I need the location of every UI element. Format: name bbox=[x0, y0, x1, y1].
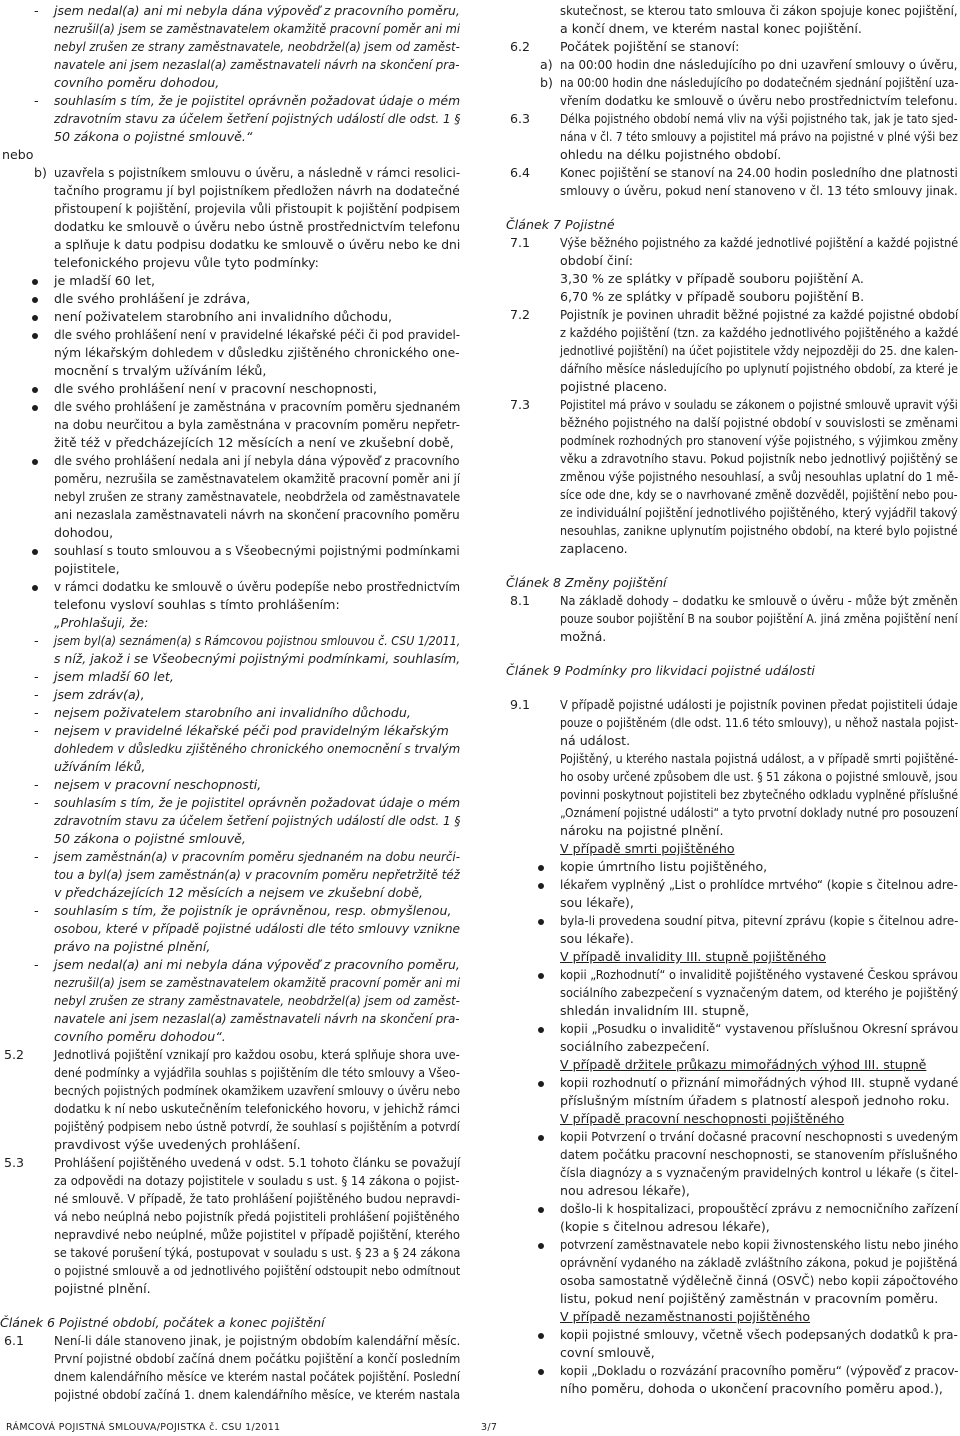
text-line: datem počátku pracovní neschopnosti, se stanovením příslušného bbox=[560, 1147, 958, 1162]
numbered-clause bbox=[506, 396, 958, 558]
text-line: zdravotním stavu za účelem šetření pojistných událostí dle odst. 1 § bbox=[54, 813, 461, 828]
footer-document-title: RÁMCOVÁ POJISTNÁ SMLOUVA/POJISTKA č. CSU 1/2011 bbox=[6, 1422, 281, 1433]
text-line: Pojištěný, u kterého nastala pojistná událost, a v případě smrti pojištěné- bbox=[560, 751, 959, 766]
numbered-clause bbox=[0, 1046, 460, 1154]
text-line: První pojistné období začíná dnem počátku pojištění a končí posledním bbox=[54, 1351, 461, 1366]
text-line: telefonického projevu vůle tyto podmínky: bbox=[54, 255, 319, 270]
text-line: čísla diagnózy a s vyznačeným pravidelných kontrol u lékaře (s čitel- bbox=[560, 1165, 959, 1180]
text-line: změnou výše pojistného nesouhlasí, a svůj nesouhlas uplatní do 1 mě- bbox=[560, 469, 959, 484]
lettered-item bbox=[506, 56, 958, 74]
text-line: uzavřela s pojistníkem smlouvu o úvěru, a následně v rámci resolici- bbox=[54, 165, 461, 180]
text-line: V případě invalidity III. stupně pojištěného bbox=[560, 949, 826, 964]
spacer bbox=[0, 1298, 460, 1314]
text-line: Konec pojištění se stanoví na 24.00 hodin posledního dne platnosti bbox=[560, 165, 958, 180]
text-line: Pojistitel má právo v souladu se zákonem o pojistné smlouvě upravit výši bbox=[560, 397, 958, 412]
dash-marker: - bbox=[34, 777, 39, 792]
text-line: ního poměru, dohoda o ukončení pracovního poměru apod.), bbox=[560, 1381, 943, 1396]
text-line: sou lékaře). bbox=[560, 931, 634, 946]
text-line: Článek 7 Pojistné bbox=[506, 217, 615, 232]
text-line: mocnění s trvalým užíváním léků, bbox=[54, 363, 267, 378]
bullet-icon bbox=[538, 1081, 544, 1087]
bullet-list-item bbox=[0, 398, 460, 452]
text-line: kopii Potvrzení o trvání dočasné pracovní neschopnosti s uvedeným bbox=[560, 1129, 959, 1144]
letter-marker: a) bbox=[540, 57, 553, 72]
nebo-text: nebo bbox=[2, 147, 34, 162]
numbered-clause bbox=[0, 1332, 460, 1404]
text-line: sociálního zabezpečení s vyznačeným datem, od kterého je pojištěný bbox=[560, 985, 959, 1000]
text-line: možná. bbox=[560, 629, 607, 644]
bullet-icon bbox=[538, 883, 544, 889]
text-line: užíváním léků, bbox=[54, 759, 146, 774]
text-line: Na základě dohody – dodatku ke smlouvě o úvěru - může být změněn bbox=[560, 593, 958, 608]
text-line: nároku na pojistné plnění. bbox=[560, 823, 724, 838]
text-line: jsem zaměstnán(a) v pracovním poměru sjednaném na dobu neurči- bbox=[54, 849, 460, 864]
dash-list-item bbox=[0, 848, 460, 902]
text-line: síce ode dne, kdy se o navrhované změně dozvěděl, pojištění nebo pou- bbox=[560, 487, 958, 502]
text-line: povinni poskytnout pojistiteli bez zbytečného odkladu vyplněné příslušné bbox=[560, 787, 959, 802]
text-line: Článek 9 Podmínky pro likvidaci pojistné události bbox=[506, 663, 815, 678]
text-line: právo na pojistné plnění, bbox=[54, 939, 211, 954]
text-line: ným lékařským dohledem v důsledku zjištěného chronického one- bbox=[54, 345, 460, 360]
text-line: dodatku k ní nebo uskutečněním telefonického hovoru, v jehichž rámci bbox=[54, 1101, 461, 1116]
dash-marker: - bbox=[34, 795, 39, 810]
text-line: 50 zákona o pojistné smlouvě.“ bbox=[54, 129, 253, 144]
text-line: smlouvy o úvěru, pokud není stanoveno v čl. 13 této smlouvy jinak. bbox=[560, 183, 958, 198]
text-line: nejsem poživatelem starobního ani invalidního důchodu, bbox=[54, 705, 411, 720]
text-line: dle svého prohlášení není v pracovní neschopnosti, bbox=[54, 381, 377, 396]
text-line: jednotlivé pojištění) na účet pojistitele vždy nejpozději do 25. dne kalen- bbox=[560, 343, 959, 358]
bullet-list-item bbox=[506, 1236, 958, 1308]
text-line: V případě smrti pojištěného bbox=[560, 841, 735, 856]
dash-list-item bbox=[0, 704, 460, 722]
text-line: dené podmínky a vyjádřila souhlas s pojištěním dle této smlouvy a Všeo- bbox=[54, 1065, 460, 1080]
bullet-icon bbox=[32, 315, 38, 321]
dash-list-item bbox=[0, 632, 460, 668]
text-line: sociálního zabezpečení. bbox=[560, 1039, 710, 1054]
text-line: ho osoby určené způsobem dle ust. § 51 zákona o pojistné smlouvě, jsou bbox=[560, 769, 958, 784]
clause-number: 7.3 bbox=[510, 397, 531, 412]
text-line: dářního měsíce následujícího po uplynutí pojistného období, za které je bbox=[560, 361, 958, 376]
paragraph bbox=[506, 2, 958, 38]
bullet-list-item bbox=[506, 1362, 958, 1398]
left-column bbox=[0, 2, 460, 1404]
text-line: listu, pokud není pojištěný zaměstnán v pracovním poměru. bbox=[560, 1291, 939, 1306]
text-line: došlo-li k hospitalizaci, propouštěcí zprávu z nemocničního zařízení bbox=[560, 1201, 959, 1216]
text-line: covního poměru dohodou“. bbox=[54, 1029, 226, 1044]
text-line: jsem mladší 60 let, bbox=[54, 669, 174, 684]
bullet-list-item bbox=[506, 858, 958, 876]
text-line: není poživatelem starobního ani invalidního důchodu, bbox=[54, 309, 392, 324]
bullet-list-item bbox=[0, 380, 460, 398]
text-line: na dobu neurčitou a byla zaměstnána v pracovním poměru nepřetr- bbox=[54, 417, 460, 432]
text-line: z každého pojištění (tzn. za každého jednotlivého pojištěného a každé bbox=[560, 325, 959, 340]
text-line: 3,30 % ze splátky v případě souboru pojištění A. bbox=[560, 271, 864, 286]
text-line: a splňuje k datu podpisu dodatku ke smlouvě o úvěru nebo ke dni bbox=[54, 237, 461, 252]
text-line: v rámci dodatku ke smlouvě o úvěru podepíše nebo prostřednictvím bbox=[54, 579, 461, 594]
bullet-list-item bbox=[0, 578, 460, 614]
text-line: skutečnost, se kterou tato smlouva či zákon spojuje konec pojištění, bbox=[560, 3, 958, 18]
dash-marker: - bbox=[34, 705, 39, 720]
text-line: pojistné placeno. bbox=[560, 379, 668, 394]
clause-number: 5.3 bbox=[4, 1155, 25, 1170]
dash-list-item bbox=[0, 956, 460, 1046]
text-line: běžného pojistného na další pojistné období v souvislosti se změnami bbox=[560, 415, 959, 430]
bullet-icon bbox=[538, 1207, 544, 1213]
text-line: na 00:00 hodin dne následujícího po dni uzavření smlouvy o úvěru, bbox=[560, 57, 958, 72]
text-line: né smlouvě. V případě, že tato prohlášení pojištěného budou nepravdi- bbox=[54, 1191, 461, 1206]
text-line: za odpovědi na dotazy pojistitele v souladu s ust. § 14 zákona o pojist- bbox=[54, 1173, 460, 1188]
text-line: dle svého prohlášení není v pravidelné lékařské péči či pod pravidel- bbox=[54, 327, 461, 342]
bullet-list-item bbox=[0, 326, 460, 380]
lettered-item bbox=[0, 164, 460, 272]
bullet-icon bbox=[538, 1243, 544, 1249]
dash-marker: - bbox=[34, 957, 39, 972]
text-line: ohledu na délku pojistného období. bbox=[560, 147, 782, 162]
text-line: pouze soubor pojištění B na soubor pojištění A. jiná změna pojištění není bbox=[560, 611, 958, 626]
text-line: dle svého prohlášení je zaměstnána v pracovním poměru sjednaném bbox=[54, 399, 461, 414]
subheading bbox=[506, 1308, 958, 1326]
bullet-list-item bbox=[0, 290, 460, 308]
article-heading bbox=[0, 1314, 460, 1332]
text-line: pojištěný podpisem nebo ústně potvrdí, že souhlasí s pojištěním a potvrdí bbox=[54, 1119, 460, 1134]
text-line: V případě nezaměstnanosti pojištěného bbox=[560, 1309, 811, 1324]
text-line: Prohlášení pojištěného uvedená v odst. 5.1 tohoto článku se považují bbox=[54, 1155, 461, 1170]
clause-number: 7.1 bbox=[510, 235, 531, 250]
dash-marker: - bbox=[34, 903, 39, 918]
text-line: pravdivost výše uvedených prohlášení. bbox=[54, 1137, 301, 1152]
text-line: nebyl zrušen ze strany zaměstnavatele, neobdržela od zaměstnavatele bbox=[54, 489, 461, 504]
text-line: kopii „Posudku o invaliditě“ vystavenou příslušnou Okresní správou bbox=[560, 1021, 959, 1036]
text-line: zdravotním stavu za účelem šetření pojistných událostí dle odst. 1 § bbox=[54, 111, 461, 126]
letter-marker: b) bbox=[540, 75, 553, 90]
text-line: poměru, nezrušila se zaměstnavatelem okamžitě pracovní poměr ani jí bbox=[54, 471, 461, 486]
bullet-icon bbox=[538, 1333, 544, 1339]
text-line: dohodou, bbox=[54, 525, 114, 540]
subheading bbox=[506, 948, 958, 966]
text-line: jsem nedal(a) ani mi nebyla dána výpověď z pracovního poměru, bbox=[54, 3, 460, 18]
text-line: se takové porušení týká, postupovat v souladu s ust. § 23 a § 24 zákona bbox=[54, 1245, 461, 1260]
dash-list-item bbox=[0, 2, 460, 92]
text-line: 6,70 % ze splátky v případě souboru pojištění B. bbox=[560, 289, 865, 304]
text-line: věku a zdravotního stavu. Pokud pojistník nebo jednotlivý pojištěný se bbox=[560, 451, 958, 466]
text-line: zaplaceno. bbox=[560, 541, 628, 556]
clause-number: 6.3 bbox=[510, 111, 531, 126]
numbered-clause bbox=[506, 306, 958, 396]
text-line: nesouhlas, zanikne uplynutím pojistného období, na které bylo pojistné bbox=[560, 523, 958, 538]
text-line: nebyl zrušen ze strany zaměstnavatele, neobdržel(a) jsem od zaměst- bbox=[54, 39, 460, 54]
spacer bbox=[506, 680, 958, 696]
dash-list-item bbox=[0, 776, 460, 794]
text-line: nejsem v pracovní neschopnosti, bbox=[54, 777, 262, 792]
letter-marker: b) bbox=[34, 165, 47, 180]
text-line: 50 zákona o pojistné smlouvě, bbox=[54, 831, 246, 846]
text-line: Článek 6 Pojistné období, počátek a konec pojištění bbox=[0, 1315, 325, 1330]
text-line: Délka pojistného období nemá vliv na výši pojistného tak, jak je tato sjed- bbox=[560, 111, 958, 126]
footer-page-number: 3/7 bbox=[481, 1422, 498, 1433]
text-line: kopie úmrtního listu pojištěného, bbox=[560, 859, 768, 874]
text-line: navatele ani jsem nezaslal(a) zaměstnavateli návrh na skončení pra- bbox=[54, 1011, 460, 1026]
text-line: Počátek pojištění se stanoví: bbox=[560, 39, 740, 54]
bullet-icon bbox=[538, 919, 544, 925]
clause-number: 8.1 bbox=[510, 593, 531, 608]
article-heading bbox=[506, 216, 958, 234]
text-line: o pojistné smlouvě a od jednotlivého pojištění odstoupit nebo odmítnout bbox=[54, 1263, 461, 1278]
dash-list-item bbox=[0, 722, 460, 776]
text-line: kopii rozhodnutí o přiznání mimořádných výhod III. stupně vydané bbox=[560, 1075, 959, 1090]
spacer bbox=[506, 200, 958, 216]
text-line: dle svého prohlášení nedala ani jí nebyla dána výpověď z pracovního bbox=[54, 453, 460, 468]
text-line: (kopie s čitelnou adresou lékaře), bbox=[560, 1219, 770, 1234]
text-line: pojistitele, bbox=[54, 561, 120, 576]
numbered-clause bbox=[506, 164, 958, 200]
bullet-icon bbox=[538, 1027, 544, 1033]
text-line: podmínek rozhodných pro stanovení výše pojistného, s výjimkou změny bbox=[560, 433, 959, 448]
subheading bbox=[506, 1056, 958, 1074]
bullet-icon bbox=[32, 459, 38, 465]
text-line: v předcházejících 12 měsících a nejsem ve zkušební době, bbox=[54, 885, 423, 900]
text-line: tačního programu jí byl pojistníkem předložen návrh na dodatečné bbox=[54, 183, 460, 198]
text-line: a končí dnem, ve kterém nastal konec pojištění. bbox=[560, 21, 862, 36]
text-line: Pojistník je povinen uhradit běžné pojistné za každé pojistné období bbox=[560, 307, 959, 322]
bullet-list-item bbox=[506, 1128, 958, 1200]
clause-number: 6.2 bbox=[510, 39, 531, 54]
dash-marker: - bbox=[34, 669, 39, 684]
bullet-icon bbox=[32, 279, 38, 285]
text-line: shledán invalidním III. stupně, bbox=[560, 1003, 750, 1018]
text-line: dodatku ke smlouvě o úvěru nebo ústně prostřednictvím telefonu bbox=[54, 219, 461, 234]
text-line: přistoupení k pojištění, projevila vůli přistoupit k pojištění podpisem bbox=[54, 201, 461, 216]
article-heading bbox=[506, 574, 958, 592]
text-line: lékařem vyplněný „List o prohlídce mrtvého“ (kopie s čitelnou adre- bbox=[560, 877, 958, 892]
bullet-list-item bbox=[0, 272, 460, 290]
text-line: příslušným místním úřadem s platností alespoň jednoho roku. bbox=[560, 1093, 950, 1108]
bullet-icon bbox=[32, 585, 38, 591]
bullet-list-item bbox=[506, 1020, 958, 1056]
clause-number: 6.1 bbox=[4, 1333, 25, 1348]
text-line: vá nebo neúplná nebo pojistník předá pojistiteli prohlášení pojištěného bbox=[54, 1209, 460, 1224]
bullet-icon bbox=[538, 1135, 544, 1141]
dash-list-item bbox=[0, 902, 460, 956]
text-line: kopii „Rozhodnutí“ o invaliditě pojištěného vystavené Českou správou bbox=[560, 967, 958, 982]
dash-marker: - bbox=[34, 93, 39, 108]
subheading bbox=[506, 840, 958, 858]
clause-number: 7.2 bbox=[510, 307, 531, 322]
text-line: osobou, které v případě pojistné události dle této smlouvy vznikne bbox=[54, 921, 461, 936]
text-line: souhlasím s tím, že je pojistitel oprávněn požadovat údaje o mém bbox=[54, 795, 461, 810]
text-line: pojistné plnění. bbox=[54, 1281, 151, 1296]
dash-marker: - bbox=[34, 687, 39, 702]
numbered-clause bbox=[506, 592, 958, 646]
text-line: dnem kalendářního měsíce ve kterém nastal počátek pojištění. Poslední bbox=[54, 1369, 461, 1384]
text-line: nezrušil(a) jsem se zaměstnavatelem okamžitě pracovní poměr ani mi bbox=[54, 975, 461, 990]
bullet-icon bbox=[32, 333, 38, 339]
numbered-clause bbox=[0, 1154, 460, 1298]
text-line: žitě též v předcházejících 12 měsících a není ve zkušební době, bbox=[54, 435, 454, 450]
text-line: jsem zdráv(a), bbox=[54, 687, 145, 702]
text-line: covní smlouvě, bbox=[560, 1345, 655, 1360]
text-line: kopii „Dokladu o rozvázání pracovního poměru“ (výpověď z pracov- bbox=[560, 1363, 959, 1378]
text-line: „Prohlašuji, že: bbox=[54, 615, 149, 630]
text-line: becných pojistných podmínek okamžikem uzavření smlouvy o úvěru nebo bbox=[54, 1083, 461, 1098]
bullet-list-item bbox=[506, 912, 958, 948]
text-line: oprávnění vydaného na základě zvláštního zákona, pokud je pojištěná bbox=[560, 1255, 958, 1270]
text-line: s níž, jakož i se Všeobecnými pojistnými podmínkami, souhlasím, bbox=[54, 651, 461, 666]
text-line: jsem nedal(a) ani mi nebyla dána výpověď z pracovního poměru, bbox=[54, 957, 460, 972]
text-line: pojistné období začíná 1. dnem kalendářního měsíce, ve kterém nastala bbox=[54, 1387, 461, 1402]
paragraph bbox=[0, 614, 460, 632]
dash-list-item bbox=[0, 686, 460, 704]
dash-list-item bbox=[0, 668, 460, 686]
text-line: na 00:00 hodin dne následujícího po dodatečném sjednání pojištění uza- bbox=[560, 75, 959, 90]
bullet-list-item bbox=[506, 1074, 958, 1110]
bullet-icon bbox=[32, 297, 38, 303]
text-line: vřením dodatku ke smlouvě o úvěru nebo prostřednictvím telefonu. bbox=[560, 93, 958, 108]
text-line: covního poměru dohodou, bbox=[54, 75, 220, 90]
text-line: souhlasí s touto smlouvou a s Všeobecnými pojistnými podmínkami bbox=[54, 543, 460, 558]
text-line: souhlasím s tím, že pojistník je oprávněnou, resp. obmyšlenou, bbox=[54, 903, 452, 918]
clause-number: 9.1 bbox=[510, 697, 531, 712]
bullet-list-item bbox=[0, 542, 460, 578]
text-line: nána v čl. 7 této smlouvy a pojistitel má právo na pojistné v plné výši bez bbox=[560, 129, 958, 144]
text-line: ze individuální pojištění jednotlivého pojištěného, který vyjádřil takový bbox=[560, 505, 958, 520]
text-line: je mladší 60 let, bbox=[54, 273, 156, 288]
bullet-list-item bbox=[506, 1200, 958, 1236]
text-line: souhlasím s tím, že je pojistitel oprávněn požadovat údaje o mém bbox=[54, 93, 461, 108]
lettered-item bbox=[506, 74, 958, 110]
text-line: nebyl zrušen ze strany zaměstnavatele, neobdržel(a) jsem od zaměst- bbox=[54, 993, 460, 1008]
text-line: nou adresou lékaře), bbox=[560, 1183, 690, 1198]
text-line: ani nezaslala zaměstnavateli návrh na skončení pracovního poměru bbox=[54, 507, 460, 522]
bullet-list-item bbox=[0, 452, 460, 542]
text-line: Jednotlivá pojištění vznikají pro každou osobu, která splňuje shora uve- bbox=[54, 1047, 460, 1062]
dash-list-item bbox=[0, 92, 460, 146]
text-line: období činí: bbox=[560, 253, 634, 268]
text-line: nepravdivé nebo neúplné, může pojistitel v případě pojištění, kterého bbox=[54, 1227, 460, 1242]
text-line: Není-li dále stanoveno jinak, je pojistným obdobím kalendářní měsíc. bbox=[54, 1333, 461, 1348]
subheading bbox=[506, 1110, 958, 1128]
text-line: byla-li provedena soudní pitva, pitevní zprávu (kopie s čitelnou adre- bbox=[560, 913, 959, 928]
bullet-list-item bbox=[506, 1326, 958, 1362]
right-column bbox=[506, 2, 958, 1398]
text-line: V případě držitele průkazu mimořádných výhod III. stupně bbox=[560, 1057, 927, 1072]
text-line: V případě pracovní neschopnosti pojištěného bbox=[560, 1111, 845, 1126]
spacer bbox=[506, 558, 958, 574]
text-line: „Oznámení pojistné události“ a tyto prvotní doklady nutné pro posouzení bbox=[560, 805, 959, 820]
text-line: dohledem v důsledku zjištěného chronického onemocnění s trvalým bbox=[54, 741, 461, 756]
numbered-clause bbox=[506, 696, 958, 840]
bullet-icon bbox=[32, 387, 38, 393]
bullet-list-item bbox=[506, 966, 958, 1020]
text-line: sou lékaře), bbox=[560, 895, 634, 910]
text-line: osoba samostatně výdělečně činná (OSVČ) nebo kopii zápočtového bbox=[560, 1273, 959, 1288]
text-line: Výše běžného pojistného za každé jednotlivé pojištění a každé pojistné bbox=[560, 235, 959, 250]
text-line: Článek 8 Změny pojištění bbox=[506, 575, 667, 590]
text-line: tou a byl(a) jsem zaměstnán(a) v pracovním poměru nepřetržitě též bbox=[54, 867, 460, 882]
text-line: pouze o pojištěném (dle odst. 11.6 této smlouvy), u něhož nastala pojist- bbox=[560, 715, 959, 730]
text-line: navatele ani jsem nezaslal(a) zaměstnavateli návrh na skončení pra- bbox=[54, 57, 460, 72]
article-heading bbox=[506, 662, 958, 680]
text-line: nezrušil(a) jsem se zaměstnavatelem okamžitě pracovní poměr ani mi bbox=[54, 21, 461, 36]
text-line: ná událost. bbox=[560, 733, 631, 748]
text-line: kopii pojistné smlouvy, včetně všech podepsaných dodatků k pra- bbox=[560, 1327, 958, 1342]
nebo-label bbox=[0, 146, 460, 164]
clause-number: 5.2 bbox=[4, 1047, 25, 1062]
bullet-icon bbox=[538, 1369, 544, 1375]
text-line: nejsem v pravidelné lékařské péči pod pravidelným lékařským bbox=[54, 723, 449, 738]
bullet-icon bbox=[32, 405, 38, 411]
numbered-clause bbox=[506, 38, 958, 56]
numbered-clause bbox=[506, 110, 958, 164]
bullet-icon bbox=[32, 549, 38, 555]
dash-marker: - bbox=[34, 849, 39, 864]
bullet-icon bbox=[538, 973, 544, 979]
numbered-clause bbox=[506, 234, 958, 306]
spacer bbox=[506, 646, 958, 662]
text-line: telefonu vysloví souhlas s tímto prohlášením: bbox=[54, 597, 340, 612]
dash-list-item bbox=[0, 794, 460, 848]
dash-marker: - bbox=[34, 3, 39, 18]
bullet-list-item bbox=[0, 308, 460, 326]
bullet-icon bbox=[538, 865, 544, 871]
text-line: potvrzení zaměstnavatele nebo kopii živnostenského listu nebo jiného bbox=[560, 1237, 959, 1252]
clause-number: 6.4 bbox=[510, 165, 531, 180]
text-line: V případě pojistné události je pojistník povinen předat pojistiteli údaje bbox=[560, 697, 958, 712]
dash-marker: - bbox=[34, 633, 39, 648]
dash-marker: - bbox=[34, 723, 39, 738]
text-line: dle svého prohlášení je zdráva, bbox=[54, 291, 251, 306]
bullet-list-item bbox=[506, 876, 958, 912]
text-line: jsem byl(a) seznámen(a) s Rámcovou pojistnou smlouvou č. CSU 1/2011, bbox=[54, 633, 461, 648]
